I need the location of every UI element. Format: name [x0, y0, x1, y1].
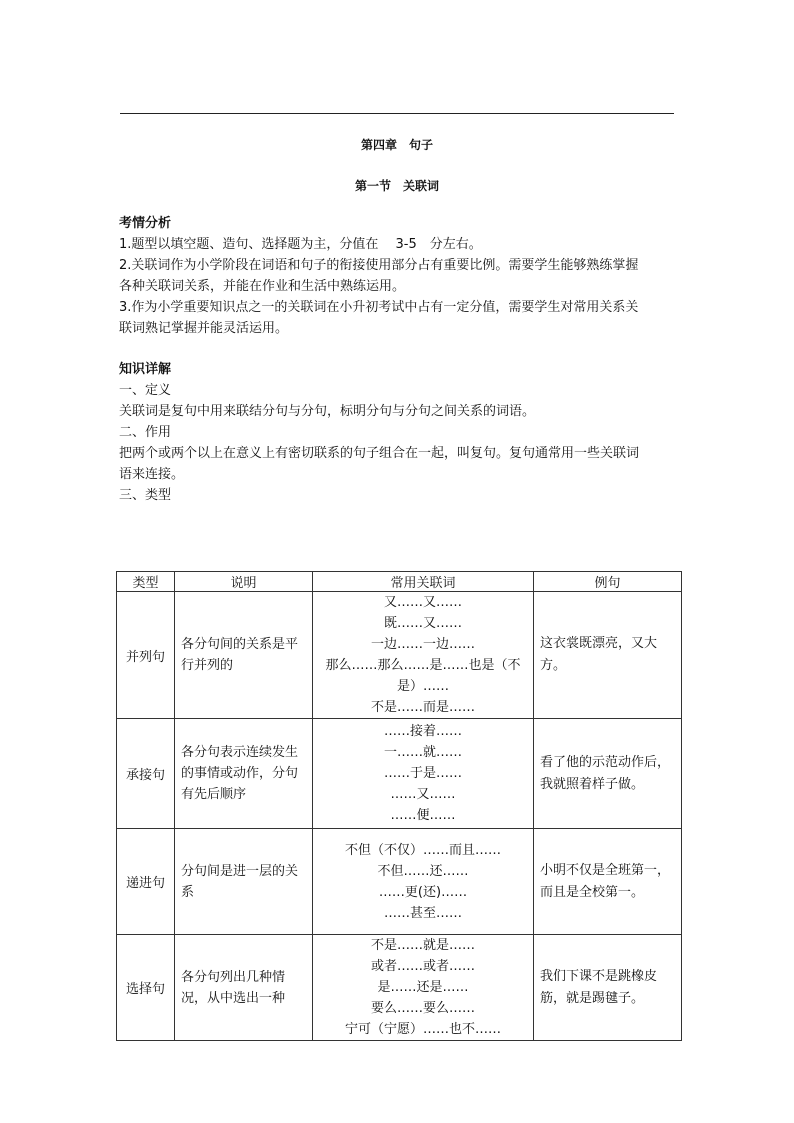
types-title: 三、类型 — [119, 488, 172, 503]
row-example: 我们下课不是跳橡皮筋，就是踢毽子。 — [534, 935, 682, 1041]
table-header-row — [117, 572, 682, 592]
definition-text: 关联词是复句中用来联结分句与分句，标明分句与分句之间关系的词语。 — [119, 404, 536, 419]
row-type: 并列句 — [117, 592, 175, 719]
row-type: 选择句 — [117, 935, 175, 1041]
conjunction-item: 不但……还…… — [377, 863, 469, 879]
function-title: 二、作用 — [119, 425, 172, 440]
conjunction-item: ……于是…… — [383, 766, 462, 781]
section-title: 第一节 关联词 — [354, 179, 439, 193]
conjunction-item: 或者……或者…… — [370, 959, 475, 974]
analysis-line: 联词熟记掌握并能灵活运用。 — [119, 321, 289, 336]
analysis-line: 2.关联词作为小学阶段在词语和句子的衔接使用部分占有重要比例。需要学生能够熟练掌握 — [119, 258, 639, 273]
analysis-section — [119, 213, 679, 339]
row-description: 各分句列出几种情况，从中选出一种 — [175, 935, 313, 1041]
row-conjunctions — [313, 592, 534, 719]
row-type: 递进句 — [117, 829, 175, 935]
conjunction-item: ……接着…… — [383, 724, 462, 739]
row-type: 承接句 — [117, 719, 175, 829]
function-text: 把两个或两个以上在意义上有密切联系的句子组合在一起，叫复句。复句通常用一些关联词 — [119, 446, 640, 461]
header-example: 例句 — [534, 572, 682, 592]
conjunction-item: ……又…… — [390, 787, 456, 802]
conjunction-item: ……便…… — [390, 808, 456, 823]
row-example: 这衣裳既漂亮，又大方。 — [534, 592, 682, 719]
analysis-line: 1.题型以填空题、造句、选择题为主，分值在 3-5 分左右。 — [119, 237, 482, 252]
conjunction-item: 一……就…… — [383, 745, 462, 760]
table-row — [117, 592, 682, 719]
row-description: 分句间是进一层的关系 — [175, 829, 313, 935]
header-conjunctions: 常用关联词 — [313, 572, 534, 592]
definition-title: 一、定义 — [119, 383, 172, 398]
conjunction-item: 不是……就是…… — [370, 938, 475, 953]
conjunction-item: 那么……那么……是……也是（不 — [325, 658, 521, 673]
row-description: 各分句间的关系是平行并列的 — [175, 592, 313, 719]
analysis-heading: 考情分析 — [119, 216, 172, 231]
conjunction-item: 一边……一边…… — [370, 637, 475, 652]
row-conjunctions — [313, 829, 534, 935]
row-conjunctions — [313, 719, 534, 829]
conjunction-item: 要么……要么…… — [370, 1001, 475, 1016]
conjunction-item: 既……又…… — [383, 616, 462, 631]
analysis-line: 3.作为小学重要知识点之一的关联词在小升初考试中占有一定分值，需要学生对常用关系关 — [119, 300, 639, 315]
row-example: 看了他的示范动作后，我就照着样子做。 — [534, 719, 682, 829]
chapter-title: 第四章 句子 — [360, 138, 433, 152]
table-row — [117, 829, 682, 935]
table-row — [117, 719, 682, 829]
analysis-line: 各种关联词关系，并能在作业和生活中熟练运用。 — [119, 279, 406, 294]
header-rule — [120, 113, 674, 114]
conjunction-item: 不但（不仅）……而且…… — [344, 842, 501, 858]
row-example: 小明不仅是全班第一，而且是全校第一。 — [534, 829, 682, 935]
knowledge-section — [119, 359, 679, 506]
header-description: 说明 — [175, 572, 313, 592]
conjunction-item: 是）…… — [396, 679, 449, 694]
conjunction-types-table — [116, 571, 682, 1041]
table-row — [117, 935, 682, 1041]
knowledge-heading: 知识详解 — [119, 362, 172, 377]
row-description: 各分句表示连续发生的事情或动作，分句有先后顺序 — [175, 719, 313, 829]
conjunction-item: 是……还是…… — [377, 980, 469, 995]
conjunction-item: 又……又…… — [383, 595, 462, 610]
conjunction-item: 不是……而是…… — [370, 700, 475, 715]
row-conjunctions — [313, 935, 534, 1041]
header-type: 类型 — [117, 572, 175, 592]
conjunction-item: ……甚至…… — [383, 905, 462, 921]
conjunction-item: ……更(还)…… — [378, 884, 468, 900]
conjunction-item: 宁可（宁愿）……也不…… — [344, 1022, 501, 1037]
function-text: 语来连接。 — [119, 467, 185, 482]
